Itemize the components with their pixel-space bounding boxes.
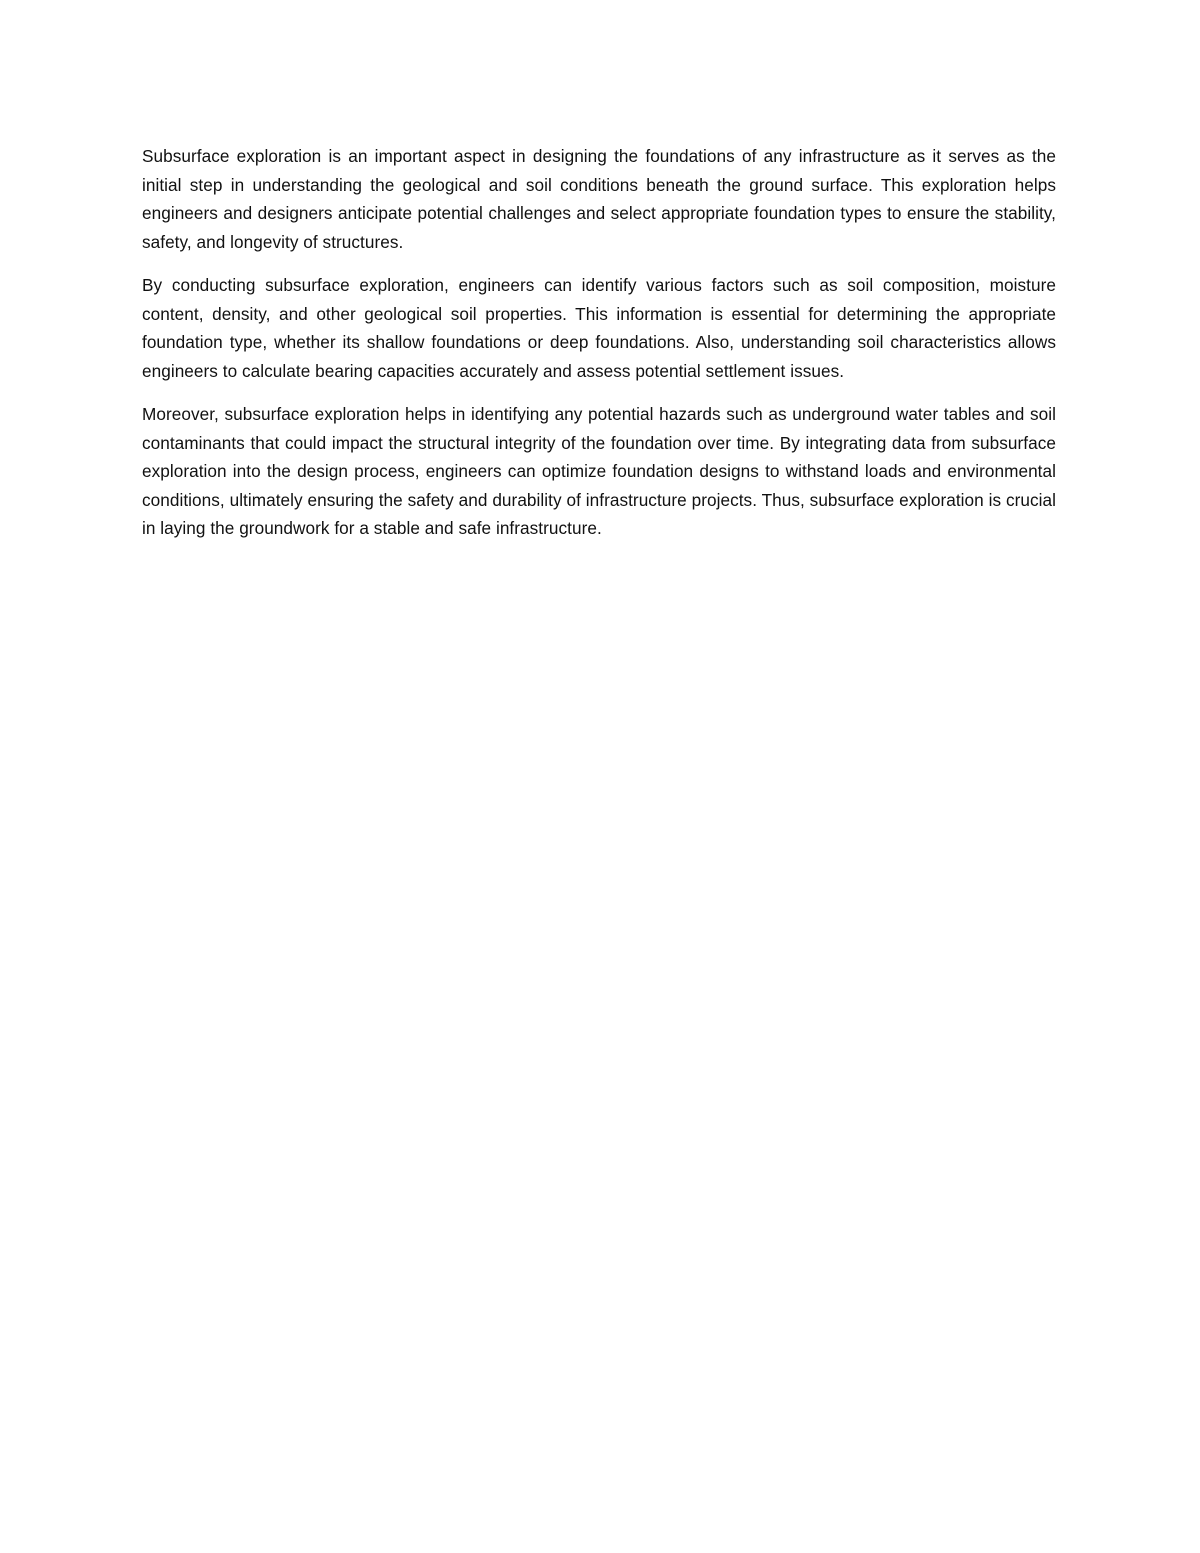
paragraph-2: By conducting subsurface exploration, engineers can identify various factors such as soil composition, moisture content, density, and other geological soil properties. This information is essential for determining the appropriate foundation type, whether its shallow foundations or deep foundations. Also, understanding soil characteristics allows engineers to calculate bearing capacities accurately and assess potential settlement issues.: [142, 275, 1056, 381]
document-body: [142, 142, 1056, 558]
paragraph-3: Moreover, subsurface exploration helps in identifying any potential hazards such as underground water tables and soil contaminants that could impact the structural integrity of the foundation over time. By integrating data from subsurface exploration into the design process, engineers can optimize foundation designs to withstand loads and environmental conditions, ultimately ensuring the safety and durability of infrastructure projects. Thus, subsurface exploration is crucial in laying the groundwork for a stable and safe infrastructure.: [142, 404, 1056, 538]
paragraph-1: Subsurface exploration is an important aspect in designing the foundations of any infrastructure as it serves as the initial step in understanding the geological and soil conditions beneath the ground surface. This exploration helps engineers and designers anticipate potential challenges and select appropriate foundation types to ensure the stability, safety, and longevity of structures.: [142, 146, 1056, 252]
